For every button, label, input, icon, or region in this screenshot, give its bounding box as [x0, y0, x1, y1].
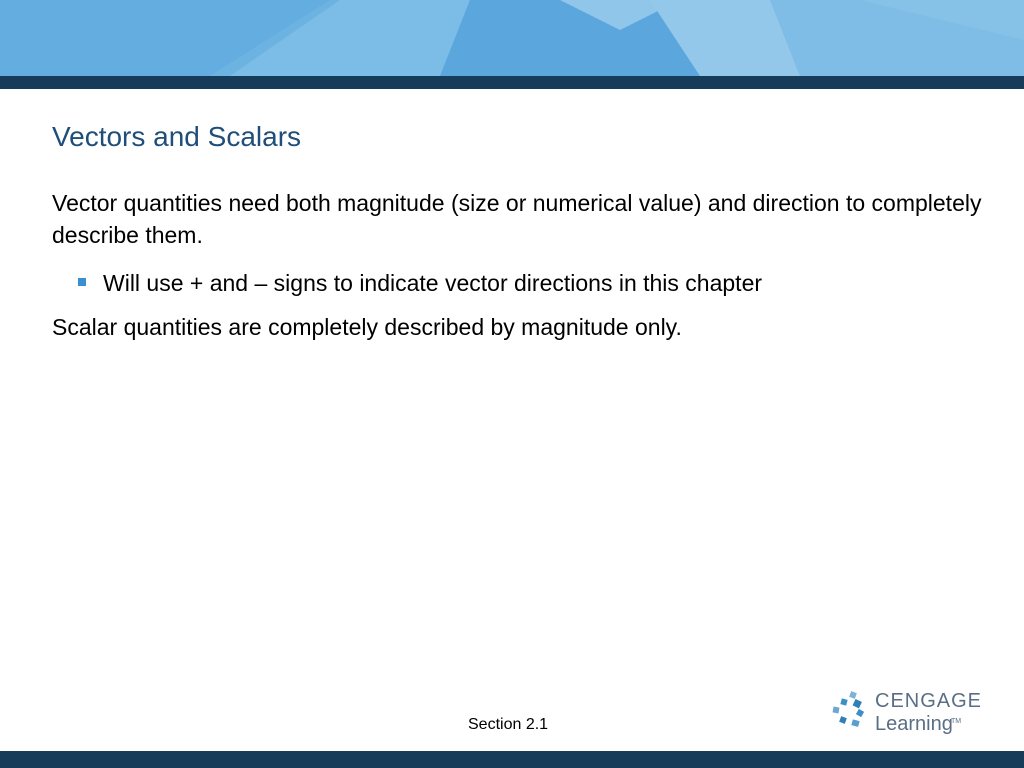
section-label: Section 2.1	[468, 716, 549, 733]
header-banner	[0, 0, 1024, 76]
vector-paragraph: Vector quantities need both magnitude (size or numerical value) and direction to completely describe them.	[52, 190, 982, 248]
square-bullet-icon	[78, 278, 86, 286]
bullet-text: Will use + and – signs to indicate vector directions in this chapter	[103, 270, 763, 296]
cengage-logo-icon	[830, 690, 870, 730]
header-banner-graphic	[0, 0, 1024, 76]
footer-bar	[0, 751, 1024, 768]
cengage-learning-logo	[830, 688, 990, 740]
scalar-paragraph: Scalar quantities are completely described by magnitude only.	[52, 314, 682, 340]
logo-text-learning: Learning	[875, 713, 953, 735]
logo-trademark: TM	[951, 718, 962, 725]
header-divider-bar	[0, 76, 1024, 89]
logo-text-cengage: CENGAGE	[875, 690, 983, 712]
slide-title: Vectors and Scalars	[52, 121, 302, 152]
